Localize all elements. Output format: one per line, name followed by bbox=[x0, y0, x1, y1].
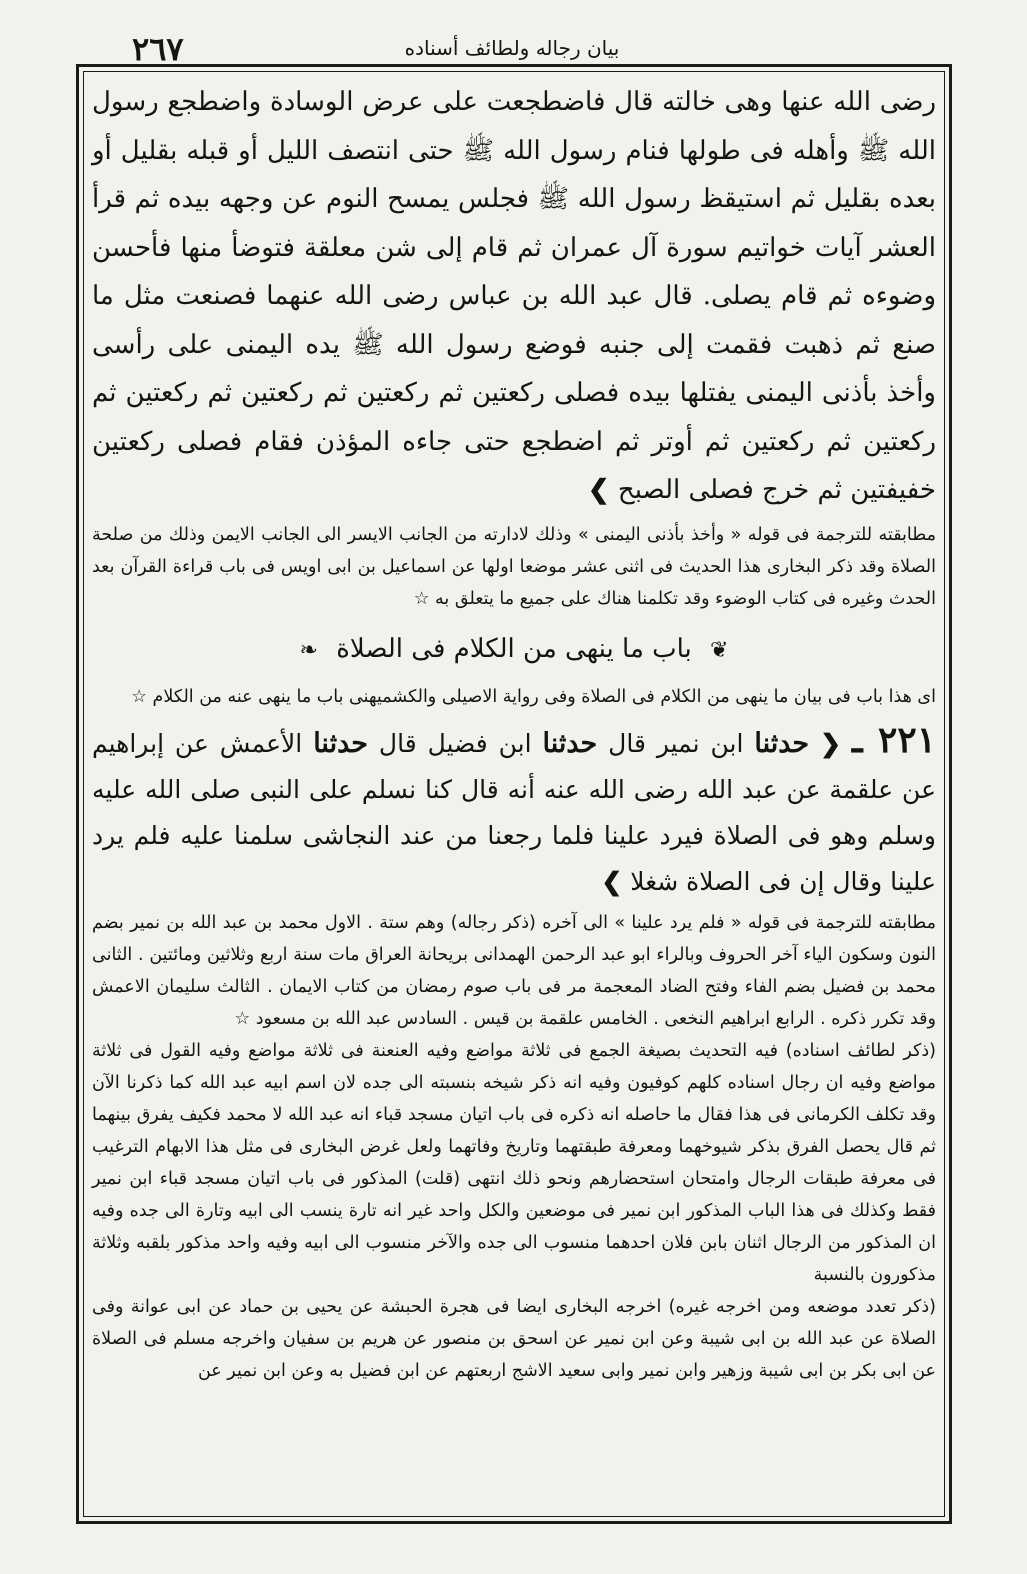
end-mark: ❯ bbox=[587, 475, 610, 505]
hadith-text-block bbox=[92, 78, 936, 515]
hadith-block bbox=[92, 717, 936, 905]
page-header bbox=[62, 30, 962, 66]
isnad-part: ابن فضيل قال bbox=[378, 728, 532, 758]
haddathana-word: حدثنا bbox=[313, 727, 368, 759]
haddathana-word: حدثنا bbox=[542, 727, 598, 759]
chapter-heading bbox=[92, 629, 936, 671]
commentary-paragraph: مطابقته للترجمة فى قوله « فلم يرد علينا » الى آخره (ذكر رجاله) وهم ستة . الاول محمد بن عبد الله بن نمير بضم النون وسكون الياء آخر الحروف وبالراء ابو عبد الرحمن الهمدانى بريحانة العراق مات سنة اربع وثلاثين ومائتين . الثانى محمد بن فضيل بضم الفاء وفتح الضاد المعجمة مر فى باب صوم رمضان من كتاب الايمان . الثالث سليمان الاعمش وقد تكرر ذكره . الرابع ابراهيم النخعى . الخامس علقمة بن قيس . السادس عبد الله بن مسعود ☆ bbox=[92, 912, 936, 1029]
ornament-icon: ❦ bbox=[710, 637, 729, 663]
ornament-icon: ❧ bbox=[299, 637, 318, 663]
isnad-part: ابن نمير قال bbox=[608, 728, 744, 758]
haddathana-word: حدثنا bbox=[754, 727, 810, 759]
end-mark: ❯ bbox=[601, 866, 623, 896]
running-title: بيان رجاله ولطائف أسناده bbox=[404, 36, 620, 60]
commentary-paragraph: (ذكر تعدد موضعه ومن اخرجه غيره) اخرجه البخارى ايضا فى هجرة الحبشة عن يحيى بن حماد عن ابى عوانة وفى الصلاة عن عبد الله بن ابى شيبة وعن ابن نمير عن اسحق بن منصور عن هريم بن سفيان واخرجه مسلم فى الصلاة عن ابى بكر بن ابى شيبة وزهير وابن نمير وابى سعيد الاشج اربعتهم عن ابن فضيل به وعن ابن نمير عن bbox=[92, 1296, 936, 1381]
hadith-number: ٢٢١ ـ bbox=[851, 718, 937, 761]
open-mark: ❮ bbox=[820, 728, 842, 758]
commentary-paragraph: مطابقته للترجمة فى قوله « وأخذ بأذنى اليمنى » وذلك لادارته من الجانب الايسر الى الجانب الايمن وذلك من صلحة الصلاة وقد ذكر البخارى هذا الحديث فى اثنى عشر موضعا اولها عن اسماعيل بن ابى اويس فى باب قراءة القرآن بعد الحدث وغيره فى كتاب الوضوء وقد تكلمنا هناك على جميع ما يتعلق به ☆ bbox=[92, 524, 936, 609]
hadith-text: رضى الله عنها وهى خالته قال فاضطجعت على عرض الوسادة واضطجع رسول الله ﷺ وأهله فى طولها فنام رسول الله ﷺ حتى انتصف الليل أو قبله بقليل أو بعده بقليل ثم استيقظ رسول الله ﷺ فجلس يمسح النوم عن وجهه بيده ثم قرأ العشر آيات خواتيم سورة آل عمران ثم قام إلى شن معلقة فتوضأ منها فأحسن وضوءه ثم قام يصلى. قال عبد الله بن عباس رضى الله عنهما فصنعت مثل ما صنع ثم ذهبت فقمت إلى جنبه فوضع رسول الله ﷺ يده اليمنى على رأسى وأخذ بأذنى اليمنى يفتلها بيده فصلى ركعتين ثم ركعتين ثم ركعتين ثم ركعتين ثم ركعتين ثم ركعتين ثم أوتر ثم اضطجع حتى جاءه المؤذن فقام فصلى ركعتين خفيفتين ثم خرج فصلى الصبح bbox=[92, 87, 936, 505]
page-number: ٢٦٧ bbox=[132, 30, 184, 68]
hadith-matn: الأعمش عن إبراهيم عن علقمة عن عبد الله رضى الله عنه أنه قال كنا نسلم على النبى صلى الله عليه وسلم وهو فى الصلاة فيرد علينا فلما رجعنا من عند النجاشى سلمنا عليه فلم يرد علينا وقال إن فى الصلاة شغلا bbox=[92, 728, 936, 896]
commentary-paragraph: (ذكر لطائف اسناده) فيه التحديث بصيغة الجمع فى ثلاثة مواضع وفيه العنعنة فى ثلاثة مواضع وفيه القول فى ثلاثة مواضع وفيه ان رجال اسناده كلهم كوفيون وفيه انه ذكر شيخه بنسبته الى جده لان اسم ابيه عبد الله كما ذكرنا الآن وقد تكلف الكرمانى فى هذا فقال ما حاصله انه ذكره فى باب اتيان مسجد قباء انه عبد الله لا محمد فكيف يفرق بينهما ثم قال يحصل الفرق بذكر شيوخهما ومعرفة طبقتهما وتاريخ وفاتهما ولعل غرض البخارى فى مثل هذا الابهام الترغيب فى معرفة طبقات الرجال وامتحان استحضارهم ونحو ذلك انتهى (قلت) المذكور فى باب اتيان مسجد قباء ابن نمير فقط وكذلك فى هذا الباب المذكور ابن نمير فى موضعين والكل واحد غير انه تارة ينسب الى ابيه وتارة الى جده وفيه ان المذكور من الرجال اثنان بابن فلان احدهما منسوب الى جده والآخر منسوب الى ابيه وفيه واحد مذكور بلقبه وثلاثة مذكورون بالنسبة bbox=[92, 1040, 936, 1285]
chapter-title: باب ما ينهى من الكلام فى الصلاة bbox=[336, 633, 692, 664]
page-body bbox=[92, 78, 936, 1387]
chapter-note: اى هذا باب فى بيان ما ينهى من الكلام فى الصلاة وفى رواية الاصيلى والكشميهنى باب ما ينهى عنه من الكلام ☆ bbox=[131, 686, 936, 707]
